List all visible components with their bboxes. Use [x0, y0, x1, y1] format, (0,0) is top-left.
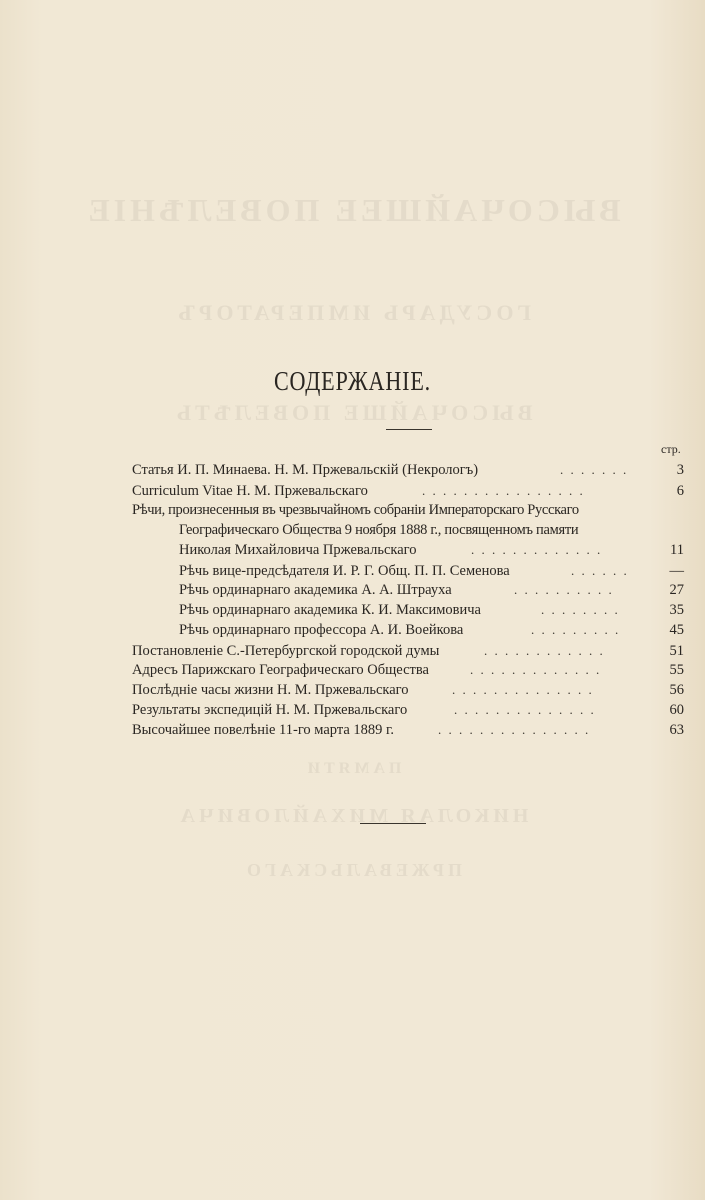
toc-entry — [132, 720, 649, 740]
show-through-line-1: ВЫСОЧАЙШЕЕ ПОВЕЛѢНІЕ — [84, 192, 621, 228]
toc-entry-title: Рѣчь ординарнаго академика А. А. Штрауха — [179, 582, 452, 598]
show-through-line-4: ПАМЯТИ — [303, 760, 402, 777]
title-rule — [386, 429, 432, 430]
toc-entry-title: Рѣчь ординарнаго профессора А. И. Воейкова — [179, 622, 464, 638]
toc-page-number: 6 — [676, 483, 684, 499]
toc-entry-title: Адресъ Парижскаго Географическаго Общества — [132, 662, 429, 678]
toc-leader: . . . . . . . — [560, 462, 629, 477]
toc-entry-title: Curriculum Vitae Н. М. Пржевальскаго — [132, 483, 368, 499]
toc-page-number: 51 — [669, 643, 684, 659]
toc-page-number: — — [669, 563, 684, 579]
toc-entry — [179, 561, 649, 581]
toc-page-number: 3 — [676, 462, 684, 478]
toc-entry-title: Рѣчь вице-предсѣдателя И. Р. Г. Общ. П. П. Семенова — [179, 563, 510, 579]
toc-entry — [179, 580, 649, 600]
toc-page-number: 60 — [669, 702, 684, 718]
show-through-line-6: ПРЖЕВАЛЬСКАГО — [243, 860, 462, 880]
toc-leader: . . . . . . . . . . . . . . . . — [422, 483, 585, 498]
toc-leader: . . . . . . . . . . . . — [484, 643, 605, 658]
show-through-line-3: ВЫСОЧАЙШЕ ПОВЕЛѢТЬ — [172, 400, 533, 425]
toc-entry-title: Рѣчи, произнесенныя въ чрезвычайномъ собраніи Императорскаго Русскаго — [132, 502, 579, 518]
toc-entry-title: Рѣчь ординарнаго академика К. И. Максимовича — [179, 602, 481, 618]
toc-entry — [179, 520, 679, 540]
toc-page-number: 63 — [669, 722, 684, 738]
toc-page-number: 11 — [670, 542, 684, 558]
toc-page-number: 56 — [669, 682, 684, 698]
toc-leader: . . . . . . . . . . . . . . — [452, 682, 594, 697]
toc-entry — [132, 500, 672, 520]
toc-entry — [132, 641, 649, 661]
toc-entry — [132, 481, 647, 501]
toc-page-number: 45 — [669, 622, 684, 638]
toc-leader: . . . . . . . . . . — [514, 582, 614, 597]
toc-entry-title: Статья И. П. Минаева. Н. М. Пржевальскій (Некрологъ) — [132, 462, 479, 478]
toc-leader: . . . . . . . . . . . . . . . — [438, 722, 591, 737]
toc-leader: . . . . . . . . . . . . . — [470, 662, 602, 677]
closing-rule — [360, 823, 426, 824]
toc-entry-title: Результаты экспедицій Н. М. Пржевальскаго — [132, 702, 408, 718]
toc-leader: . . . . . . . . . . . . . . — [454, 702, 596, 717]
toc-entry — [179, 600, 649, 620]
toc-entry — [179, 540, 649, 560]
page-title: СОДЕРЖАНІЕ. — [273, 366, 432, 396]
toc-page-number: 27 — [669, 582, 684, 598]
toc-leader: . . . . . . . . — [541, 602, 620, 617]
toc-page-number: 55 — [669, 662, 684, 678]
toc-entry — [132, 660, 649, 680]
toc-entry-title: Постановленіе С.-Петербургской городской думы — [132, 643, 440, 659]
page-column-label: стр. — [661, 442, 681, 456]
toc-entry — [179, 620, 649, 640]
toc-entry-title: Географическаго Общества 9 ноября 1888 г., посвященномъ памяти — [179, 522, 579, 538]
toc-entry-title: Послѣдніе часы жизни Н. М. Пржевальскаго — [132, 682, 409, 698]
toc-entry-title: Высочайшее повелѣніе 11-го марта 1889 г. — [132, 722, 394, 738]
show-through-line-5: НИКОЛАЯ МИХАЙЛОВИЧА — [176, 805, 529, 827]
toc-leader: . . . . . . . . . . . . . — [471, 542, 603, 557]
toc-page-number: 35 — [669, 602, 684, 618]
toc-entry-title: Николая Михайловича Пржевальскаго — [179, 542, 417, 558]
toc-entry — [132, 460, 647, 480]
toc-entry — [132, 680, 649, 700]
toc-leader: . . . . . . — [571, 563, 629, 578]
show-through-line-2: ГОСУДАРЬ ИМПЕРАТОРЪ — [174, 300, 531, 325]
toc-leader: . . . . . . . . . — [531, 622, 621, 637]
toc-entry — [132, 700, 649, 720]
